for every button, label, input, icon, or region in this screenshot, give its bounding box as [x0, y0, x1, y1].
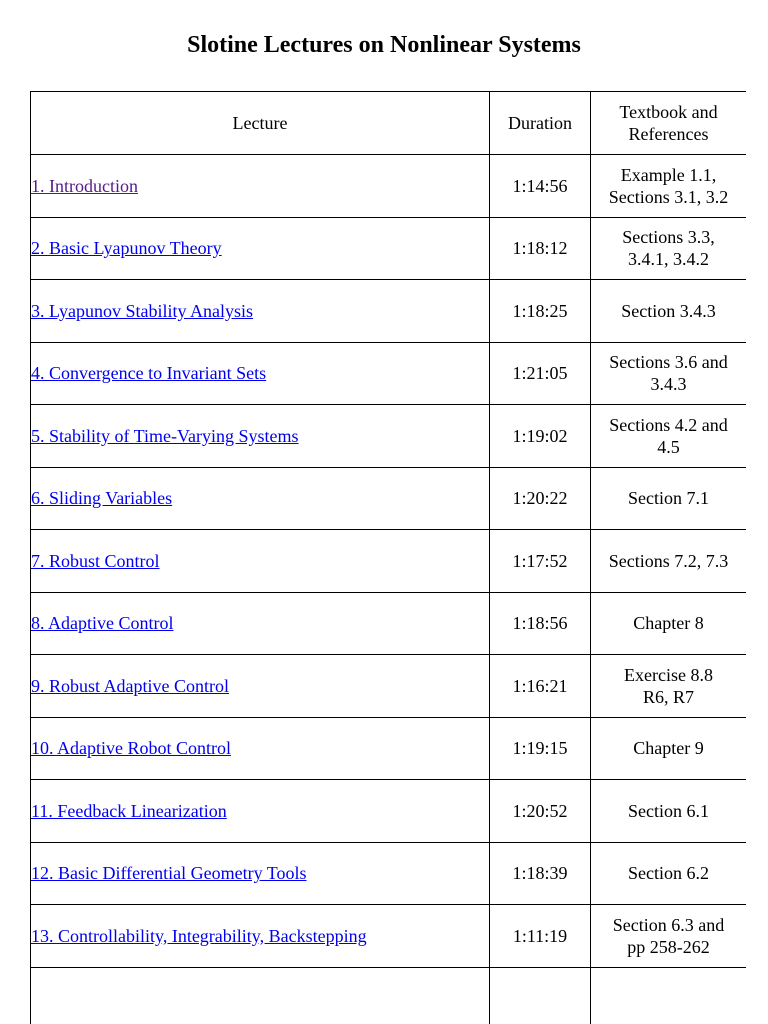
duration-cell: 1:17:52	[490, 530, 591, 593]
table-row	[31, 592, 747, 655]
lecture-link[interactable]: 12. Basic Differential Geometry Tools	[31, 863, 307, 884]
duration-cell: 1:20:52	[490, 780, 591, 843]
references-cell: Section 7.1	[591, 467, 747, 530]
empty-cell	[591, 967, 747, 1024]
table-header-row	[31, 92, 747, 155]
lecture-cell	[31, 717, 490, 780]
lecture-link[interactable]: 9. Robust Adaptive Control	[31, 675, 229, 696]
lecture-link[interactable]: 6. Sliding Variables	[31, 488, 173, 509]
lecture-cell	[31, 592, 490, 655]
duration-cell: 1:11:19	[490, 905, 591, 968]
references-cell: Sections 3.3, 3.4.1, 3.4.2	[591, 217, 747, 280]
duration-cell: 1:18:25	[490, 280, 591, 343]
lecture-cell	[31, 342, 490, 405]
lecture-cell	[31, 217, 490, 280]
references-cell: Exercise 8.8 R6, R7	[591, 655, 747, 718]
header-duration: Duration	[490, 92, 591, 155]
references-cell: Section 6.2	[591, 842, 747, 905]
empty-cell	[31, 967, 490, 1024]
references-cell: Sections 7.2, 7.3	[591, 530, 747, 593]
table-row-partial	[31, 967, 747, 1024]
table-row	[31, 467, 747, 530]
references-cell: Section 3.4.3	[591, 280, 747, 343]
lecture-cell	[31, 280, 490, 343]
references-cell: Chapter 9	[591, 717, 747, 780]
table-row	[31, 405, 747, 468]
references-cell: Sections 4.2 and 4.5	[591, 405, 747, 468]
lecture-link[interactable]: 4. Convergence to Invariant Sets	[31, 363, 267, 384]
references-cell: Section 6.1	[591, 780, 747, 843]
table-row	[31, 905, 747, 968]
lecture-link[interactable]: 11. Feedback Linearization	[31, 800, 227, 821]
lectures-table	[30, 91, 746, 1024]
lecture-link[interactable]: 7. Robust Control	[31, 550, 160, 571]
lecture-link[interactable]: 1. Introduction	[31, 175, 138, 196]
duration-cell: 1:18:12	[490, 217, 591, 280]
duration-cell: 1:19:15	[490, 717, 591, 780]
table-row	[31, 280, 747, 343]
duration-cell: 1:16:21	[490, 655, 591, 718]
references-cell: Section 6.3 and pp 258-262	[591, 905, 747, 968]
duration-cell: 1:18:39	[490, 842, 591, 905]
duration-cell: 1:14:56	[490, 155, 591, 218]
lecture-cell	[31, 530, 490, 593]
references-cell: Sections 3.6 and 3.4.3	[591, 342, 747, 405]
header-references: Textbook and References	[591, 92, 747, 155]
lecture-link[interactable]: 8. Adaptive Control	[31, 613, 174, 634]
lecture-cell	[31, 467, 490, 530]
lecture-cell	[31, 405, 490, 468]
table-row	[31, 217, 747, 280]
duration-cell: 1:18:56	[490, 592, 591, 655]
table-row	[31, 155, 747, 218]
lecture-cell	[31, 905, 490, 968]
table-row	[31, 530, 747, 593]
header-lecture: Lecture	[31, 92, 490, 155]
lecture-cell	[31, 842, 490, 905]
lecture-link[interactable]: 5. Stability of Time-Varying Systems	[31, 425, 299, 446]
references-cell: Chapter 8	[591, 592, 747, 655]
lecture-link[interactable]: 2. Basic Lyapunov Theory	[31, 238, 222, 259]
empty-cell	[490, 967, 591, 1024]
table-row	[31, 780, 747, 843]
references-cell: Example 1.1, Sections 3.1, 3.2	[591, 155, 747, 218]
table-row	[31, 342, 747, 405]
lecture-cell	[31, 780, 490, 843]
duration-cell: 1:19:02	[490, 405, 591, 468]
lectures-table-container	[30, 91, 746, 1024]
lecture-link[interactable]: 3. Lyapunov Stability Analysis	[31, 300, 254, 321]
lecture-link[interactable]: 13. Controllability, Integrability, Backstepping	[31, 925, 367, 946]
page-title: Slotine Lectures on Nonlinear Systems	[187, 32, 581, 58]
lecture-cell	[31, 655, 490, 718]
duration-cell: 1:21:05	[490, 342, 591, 405]
table-row	[31, 655, 747, 718]
table-row	[31, 842, 747, 905]
table-row	[31, 717, 747, 780]
duration-cell: 1:20:22	[490, 467, 591, 530]
lecture-link[interactable]: 10. Adaptive Robot Control	[31, 738, 231, 759]
lecture-cell	[31, 155, 490, 218]
